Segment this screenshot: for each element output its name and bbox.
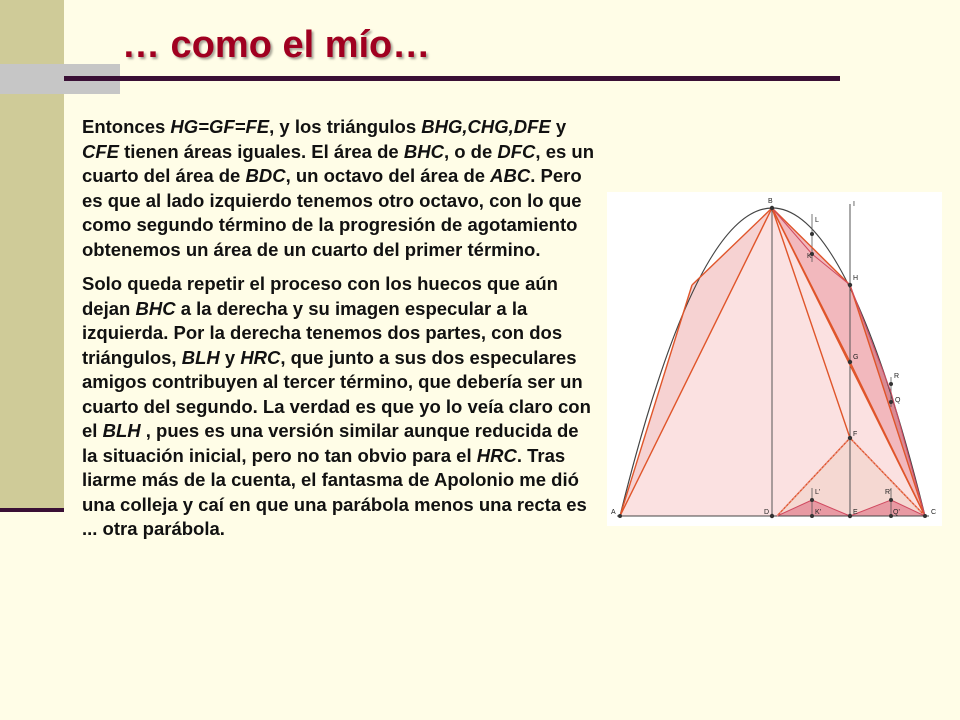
- italic-run: BHG,CHG,DFE: [421, 116, 551, 137]
- text-run: , y los triángulos: [269, 116, 422, 137]
- label-k: K: [807, 253, 812, 260]
- text-run: a la derecha y su imagen especular a la izquierda. Por la derecha tenemos dos partes, con dos triángulos,: [82, 297, 563, 368]
- text-run: , pues es una versión similar aunque reducida de la situación inicial, pero no tan obvio para el: [82, 420, 579, 466]
- paragraph-2: [82, 272, 596, 542]
- italic-run: HG=GF=FE: [170, 116, 270, 137]
- label-b: B: [768, 198, 773, 205]
- title-underline-rule: [64, 76, 840, 81]
- label-i: I: [853, 201, 855, 208]
- parabola-figure: [607, 192, 942, 526]
- text-run: tienen áreas iguales. El área de: [119, 140, 404, 162]
- slide-title: … como el mío…: [122, 24, 431, 66]
- italic-run: HRC: [240, 346, 281, 368]
- label-d: D: [764, 509, 770, 516]
- italic-run: BHC: [135, 297, 176, 319]
- text-run: y: [550, 116, 567, 137]
- text-run: , que junto a sus dos especulares amigos contribuyen al tercer término, que debería ser un cuarto del segundo. La verdad es que yo lo veía claro con el: [82, 346, 591, 441]
- text-run: , es un cuarto del área de: [82, 140, 595, 186]
- side-bar-underline: [0, 508, 64, 512]
- text-run: , un octavo del área de: [285, 165, 491, 186]
- italic-run: BDC: [245, 165, 286, 186]
- label-k-prime: K': [815, 509, 822, 516]
- label-r-prime: R': [885, 489, 892, 496]
- italic-run: CFE: [82, 140, 119, 162]
- label-q-prime: Q': [893, 509, 900, 516]
- parabola-diagram: [607, 192, 942, 526]
- label-f: F: [853, 431, 858, 438]
- label-a: A: [611, 509, 616, 516]
- italic-run: BLH: [181, 346, 220, 368]
- text-run: Solo queda repetir el proceso con los huecos que aún dejan: [82, 273, 558, 319]
- text-run: . Tras liarme más de la cuenta, el fantasma de Apolonio me dió una colleja y caí en que una parábola menos una recta es ... otra parábola.: [82, 444, 587, 539]
- text-run: y: [219, 346, 241, 368]
- italic-run: BLH: [102, 420, 141, 441]
- body-text: [82, 115, 596, 552]
- label-h: H: [853, 275, 859, 282]
- label-q: Q: [895, 397, 901, 404]
- label-e: E: [853, 509, 858, 516]
- label-c: C: [931, 509, 937, 516]
- label-r: R: [894, 373, 900, 380]
- text-run: , o de: [443, 140, 498, 162]
- text-run: Entonces: [82, 116, 171, 137]
- italic-run: DFC: [497, 140, 536, 162]
- italic-run: BHC: [403, 140, 444, 162]
- label-l: L: [815, 217, 819, 224]
- label-l-prime: L': [815, 489, 821, 496]
- italic-run: HRC: [476, 444, 517, 466]
- text-run: . Pero es que al lado izquierdo tenemos otro octavo, con lo que como segundo término de la progresión de agotamiento obtenemos un área de un cuarto del primer término.: [82, 165, 582, 260]
- italic-run: ABC: [490, 165, 531, 186]
- paragraph-1: [82, 115, 596, 262]
- label-g: G: [853, 354, 859, 361]
